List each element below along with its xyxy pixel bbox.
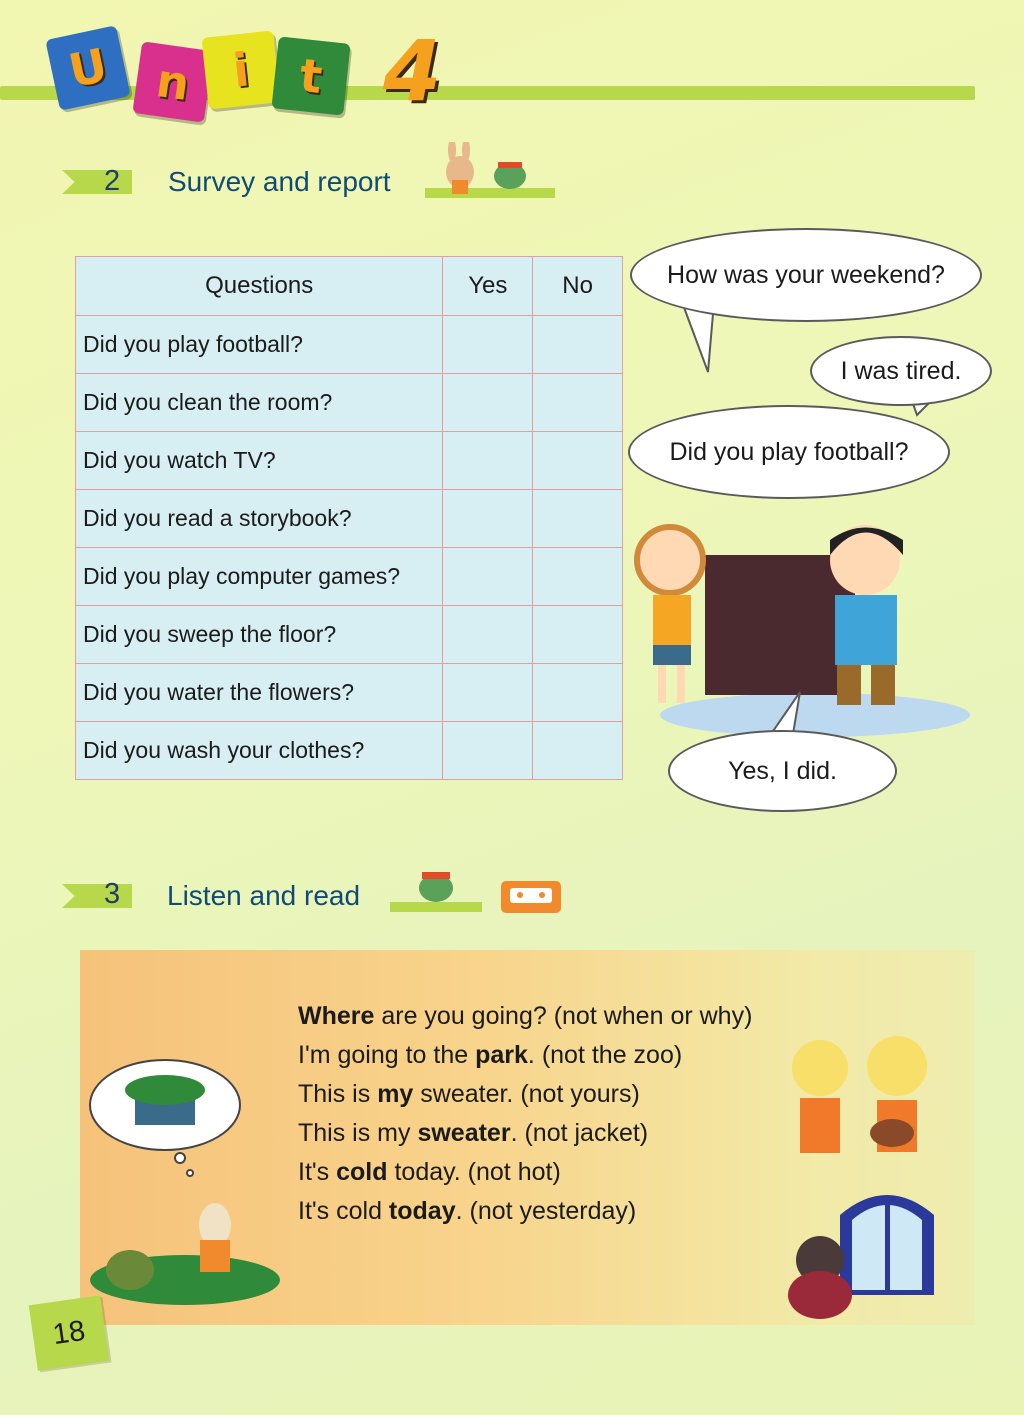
table-row — [76, 490, 623, 548]
section-number: 3 — [104, 878, 121, 910]
table-header-row — [76, 257, 623, 316]
speech-bubble-tired: I was tired. — [810, 336, 992, 406]
speech-bubble-yes: Yes, I did. — [668, 730, 897, 812]
yes-cell[interactable] — [443, 316, 533, 374]
question-cell: Did you play football? — [76, 316, 443, 374]
no-cell[interactable] — [533, 606, 623, 664]
reading-line: It's cold today. (not hot) — [298, 1158, 561, 1186]
yes-header: Yes — [443, 257, 533, 316]
no-cell[interactable] — [533, 316, 623, 374]
table-row — [76, 606, 623, 664]
table-row — [76, 664, 623, 722]
question-cell: Did you play computer games? — [76, 548, 443, 606]
speech-bubble-football: Did you play football? — [628, 405, 950, 499]
question-cell: Did you watch TV? — [76, 432, 443, 490]
yes-cell[interactable] — [443, 548, 533, 606]
unit-letter-tile: n — [132, 41, 213, 122]
no-cell[interactable] — [533, 664, 623, 722]
cassette-tape-icon[interactable] — [500, 880, 562, 914]
reading-lines — [298, 1002, 752, 1236]
survey-table — [75, 256, 623, 780]
question-cell: Did you wash your clothes? — [76, 722, 443, 780]
yes-cell[interactable] — [443, 432, 533, 490]
questions-header: Questions — [76, 257, 443, 316]
speech-bubble-weekend: How was your weekend? — [630, 228, 982, 322]
table-row — [76, 374, 623, 432]
table-row — [76, 722, 623, 780]
reading-line: This is my sweater. (not jacket) — [298, 1119, 649, 1147]
question-cell: Did you clean the room? — [76, 374, 443, 432]
table-row — [76, 432, 623, 490]
no-cell[interactable] — [533, 432, 623, 490]
unit-number: 4 — [383, 22, 442, 120]
question-cell: Did you sweep the floor? — [76, 606, 443, 664]
no-cell[interactable] — [533, 490, 623, 548]
yes-cell[interactable] — [443, 374, 533, 432]
reading-line: Where are you going? (not when or why) — [298, 1002, 753, 1030]
no-cell[interactable] — [533, 548, 623, 606]
table-row — [76, 548, 623, 606]
unit-letter-tile: t — [271, 36, 350, 115]
section-title: Survey and report — [168, 166, 391, 197]
yes-cell[interactable] — [443, 490, 533, 548]
boys-sweater-illustration — [782, 1028, 952, 1163]
section-flag — [62, 170, 132, 194]
section-flag — [62, 884, 132, 908]
section-title: Listen and read — [167, 880, 361, 911]
no-cell[interactable] — [533, 722, 623, 780]
rabbit-turtle-park-illustration — [85, 1055, 285, 1310]
table-row — [76, 316, 623, 374]
question-cell: Did you water the flowers? — [76, 664, 443, 722]
mouse-window-illustration — [760, 1175, 940, 1325]
rabbit-turtle-icon — [430, 142, 540, 194]
turtle-icon — [412, 862, 462, 906]
no-cell[interactable] — [533, 374, 623, 432]
page-number: 18 — [29, 1295, 109, 1370]
yes-cell[interactable] — [443, 606, 533, 664]
unit-letter-tile: U — [45, 25, 130, 110]
yes-cell[interactable] — [443, 664, 533, 722]
reading-line: It's cold today. (not yesterday) — [298, 1197, 637, 1225]
question-cell: Did you read a storybook? — [76, 490, 443, 548]
no-header: No — [533, 257, 623, 316]
reading-line: I'm going to the park. (not the zoo) — [298, 1041, 683, 1069]
yes-cell[interactable] — [443, 722, 533, 780]
reading-line: This is my sweater. (not yours) — [298, 1080, 640, 1108]
unit-letter-tile: i — [201, 30, 280, 109]
section-number: 2 — [104, 165, 121, 197]
